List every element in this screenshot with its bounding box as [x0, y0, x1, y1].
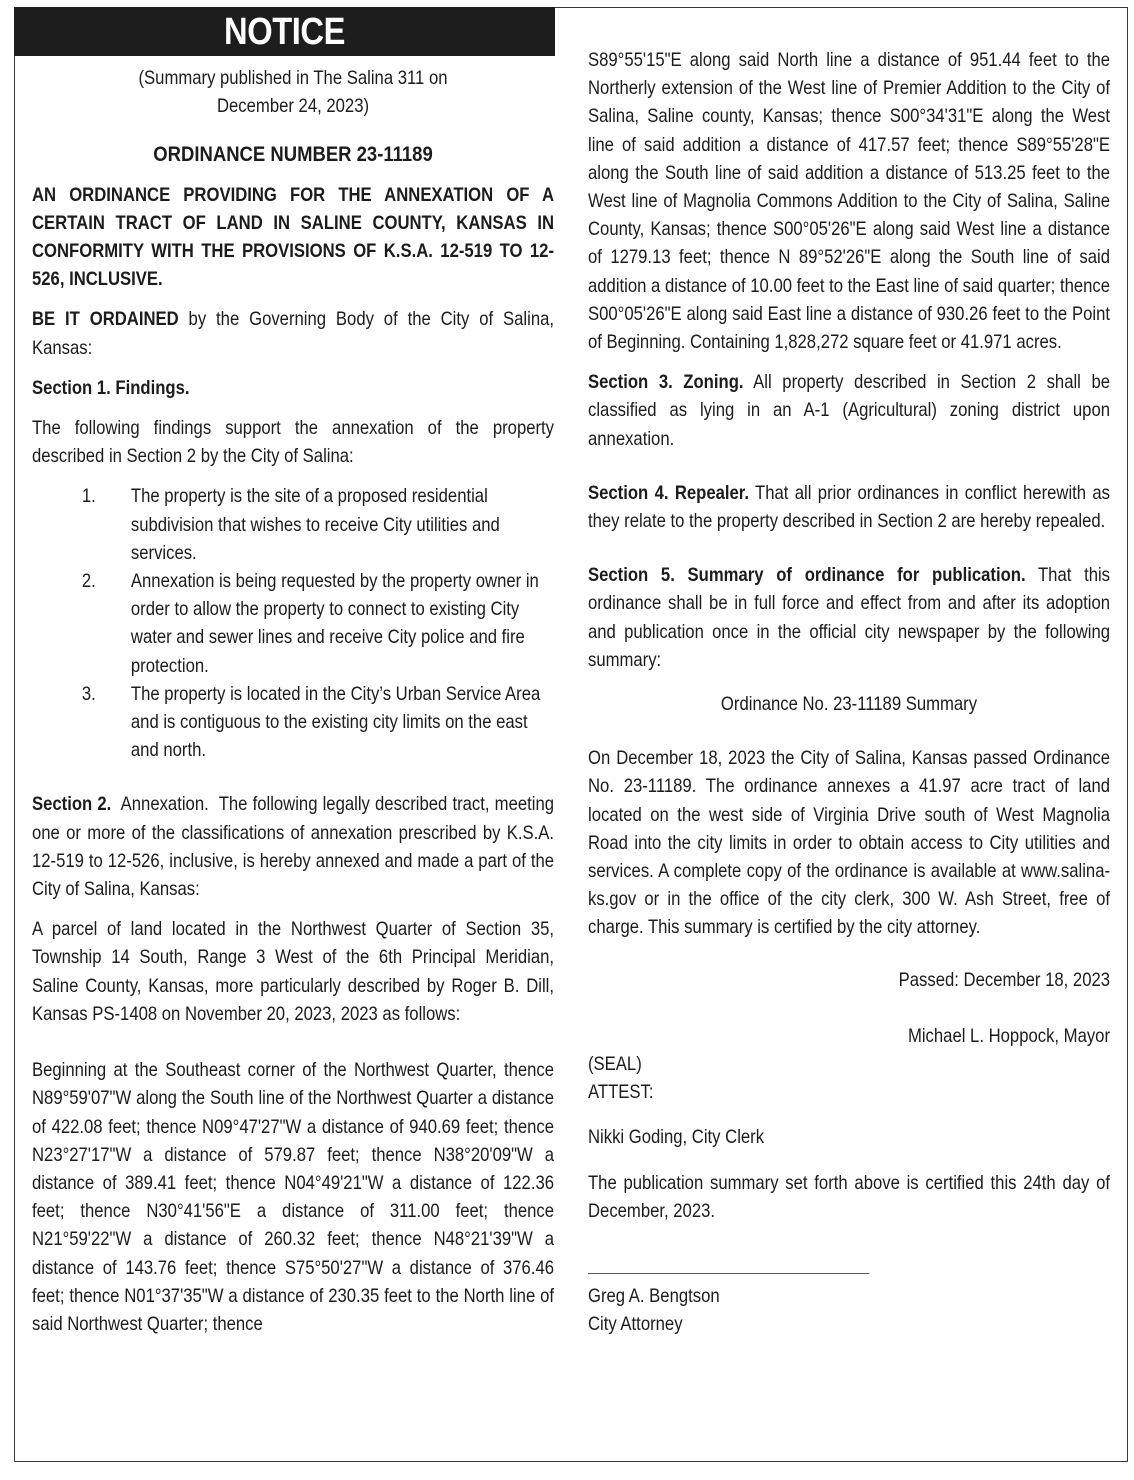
summary-title: Ordinance No. 23-11189 Summary [720, 693, 978, 716]
attorney-name: Greg A. Bengtson [588, 1285, 720, 1308]
ordained-text: by the Governing Body of the City of Salina, Kansas: [32, 308, 555, 359]
ordained-paragraph [32, 305, 554, 361]
finding-number: 3. [81, 682, 96, 705]
finding-text: The property is located in the City’s Urban Service Area and is contiguous to the existing city limits on the east and north. [130, 682, 541, 762]
section4-text: That all prior ordinances in conflict herewith as they relate to the property described in Section 2 are hereby repealed. [588, 481, 1111, 533]
section3-text: All property described in Section 2 shall be classified as lying in an A-1 (Agricultural) zoning district upon annexation. [588, 371, 1111, 450]
section4-paragraph [588, 479, 1110, 535]
finding-item [32, 482, 554, 567]
finding-text: The property is the site of a proposed residential subdivision that wishes to receive City utilities and services. [130, 485, 500, 564]
section5-paragraph [588, 561, 1110, 674]
signature-line [588, 1273, 869, 1274]
finding-item [32, 680, 554, 765]
right-column [588, 10, 1110, 1339]
section2-paragraph [32, 790, 559, 903]
ordinance-title: AN ORDINANCE PROVIDING FOR THE ANNEXATION OF A CERTAIN TRACT OF LAND IN SALINE COUNTY, KANSAS IN CONFORMITY WITH THE PROVISIONS OF K.S.A. 12-519 TO 12-526, INCLUSIVE. [32, 183, 555, 291]
findings-list [32, 482, 554, 764]
section5-text: That this ordinance shall be in full force and effect from and after its adoption and publication once in the official city newspaper by the following summary: [588, 564, 1111, 671]
certification-text: The publication summary set forth above is certified this 24th day of December, 2023. [588, 1171, 1111, 1222]
section1-intro: The following findings support the annexation of the property described in Section 2 by the City of Salina: [32, 417, 555, 468]
section5-heading: Section 5. Summary of ordinance for publication. [588, 564, 1026, 587]
left-column [32, 64, 559, 1338]
legal-description-left: Beginning at the Southeast corner of the Northwest Quarter, thence N89°59'07"W along the South line of the Northwest Quarter a distance of 422.08 feet; thence N09°47'27"W a distance of 940.69 feet; thence N23°27'17"W a distance of 579.87 feet; thence N38°20'09"W a distance of 389.41 feet; thence N04°49'21"W a distance of 122.36 feet; thence N30°41'56"E a distance of 311.00 feet; thence N21°59'22"W a distance of 260.32 feet; thence N48°21'39"W a distance of 143.76 feet; thence S75°50'27"W a distance of 376.46 feet; thence N01°37'35"W a distance of 230.35 feet to the North line of said Northwest Quarter; thence [32, 1059, 555, 1335]
published-line-1: (Summary published in The Salina 311 on [138, 67, 448, 89]
section4-heading: Section 4. Repealer. [588, 481, 750, 504]
published-line-2: December 24, 2023) [216, 95, 370, 118]
attorney-title: City Attorney [588, 1313, 683, 1336]
section2-text: Annexation. The following legally described tract, meeting one or more of the classifications of annexation prescribed by K.S.A. 12-519 to 12-526, inclusive, is hereby annexed and made a part of the City of Salina, Kansas: [32, 793, 559, 901]
passed-date: Passed: December 18, 2023 [898, 968, 1111, 991]
finding-item [32, 567, 554, 680]
section3-heading: Section 3. Zoning. [588, 371, 744, 394]
attest-label: ATTEST: [588, 1081, 654, 1104]
legal-description-right: S89°55'15"E along said North line a distance of 951.44 feet to the Northerly extension of the West line of Premier Addition to the City of Salina, Saline county, Kansas; thence S00°34'31"E along the West line of said addition a distance of 417.57 feet; thence S89°55'28"E along the South line of said addition a distance of 513.25 feet to the West line of Magnolia Commons Addition to the City of Salina, Saline County, Kansas; thence S00°05'26"E along said West line a distance of 1279.13 feet; thence N 89°52'26"E along the South line of said addition a distance of 10.00 feet to the East line of said quarter; thence S00°05'26"E along said East line a distance of 930.26 feet to the Point of Beginning. Containing 1,828,272 square feet or 41.971 acres. [588, 49, 1111, 354]
finding-number: 1. [81, 485, 96, 508]
ordained-lead: BE IT ORDAINED [32, 308, 179, 331]
summary-text: On December 18, 2023 the City of Salina, Kansas passed Ordinance No. 23-11189. The ordinance annexes a 41.97 acre tract of land located on the west side of Virginia Drive south of West Magnolia Road into the city limits in order to obtain access to City utilities and services. A complete copy of the ordinance is available at www.salina-ks.gov or in the office of the city clerk, 300 W. Ash Street, free of charge. This summary is certified by the city attorney. [588, 747, 1111, 939]
section3-paragraph [588, 368, 1110, 453]
mayor-signature: Michael L. Hoppock, Mayor [907, 1024, 1111, 1047]
section1-heading: Section 1. Findings. [32, 376, 190, 399]
finding-text: Annexation is being requested by the property owner in order to allow the property to connect to existing City water and sewer lines and receive City police and fire protection. [130, 570, 539, 677]
finding-number: 2. [81, 570, 96, 593]
section2-heading: Section 2. [32, 793, 112, 816]
parcel-paragraph: A parcel of land located in the Northwest Quarter of Section 35, Township 14 South, Range 3 West of the 6th Principal Meridian, Saline County, Kansas, more particularly described by Roger B. Dill, Kansas PS-1408 on November 20, 2023, 2023 as follows: [32, 918, 555, 1025]
clerk-signature: Nikki Goding, City Clerk [588, 1125, 765, 1148]
ordinance-number: ORDINANCE NUMBER 23-11189 [153, 142, 433, 167]
seal-label: (SEAL) [588, 1053, 642, 1076]
notice-title: NOTICE [52, 7, 517, 56]
